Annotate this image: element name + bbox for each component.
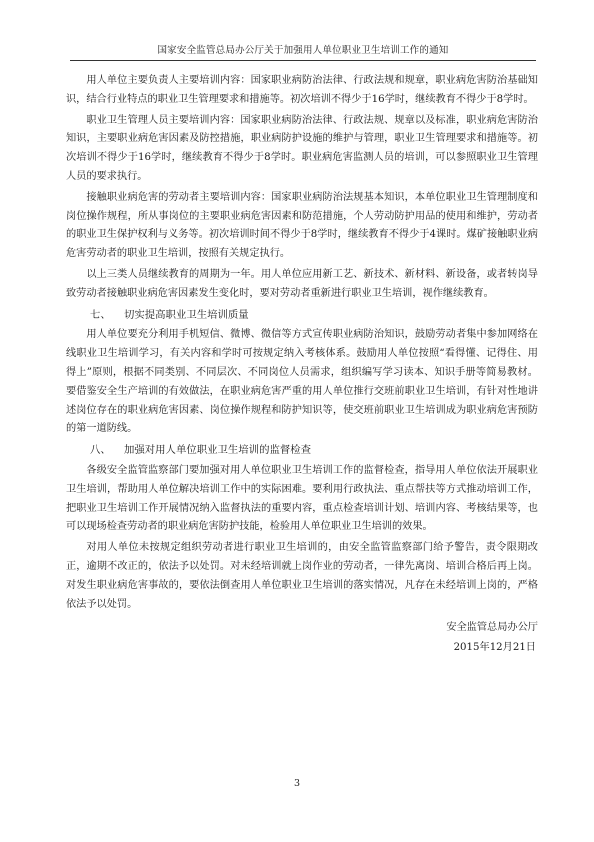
signature-block <box>66 618 538 658</box>
paragraph-worker-training: 接触职业病危害的劳动者主要培训内容：国家职业病防治法规基本知识，本单位职业卫生管理制度和岗位操作规程，所从事岗位的主要职业病危害因素和防范措施，个人劳动防护用品的使用和维护，劳动者的职业卫生保护权利与义务等。初次培训时间不得少于8学时，继续教育不得少于4课时。煤矿接触职业病危害劳动者的职业卫生培训，按照有关规定执行。 <box>66 191 538 260</box>
section-heading-7 <box>66 306 538 325</box>
section-title: 加强对用人单位职业卫生培训的监督检查 <box>124 444 312 457</box>
document-body <box>66 72 538 658</box>
paragraph-supervision: 各级安全监管监察部门要加强对用人单位职业卫生培训工作的监督检查，指导用人单位依法开展职业卫生培训，帮助用人单位解决培训工作中的实际困难。要利用行政执法、重点帮扶等方式推动培训工作，把职业卫生培训工作开展情况纳入监督执法的重要内容，重点检查培训计划、培训内容、考核结果等，也可以现场检查劳动者的职业病危害防护技能，检验用人单位职业卫生培训的效果。 <box>66 464 538 533</box>
running-header: 国家安全监管总局办公厅关于加强用人单位职业卫生培训工作的通知 <box>70 42 536 61</box>
paragraph-penalties: 对用人单位未按规定组织劳动者进行职业卫生培训的，由安全监管监察部门给予警告，责令限期改正，逾期不改正的，依法予以处罚。对未经培训就上岗作业的劳动者，一律先离岗、培训合格后再上岗。对发生职业病危害事故的，要依法倒查用人单位职业卫生培训的落实情况，凡存在未经培训上岗的，严格依法予以处罚。 <box>66 542 538 610</box>
section-number: 八、 <box>90 444 111 457</box>
paragraph-manager-training: 职业卫生管理人员主要培训内容：国家职业病防治法律、行政法规、规章以及标准，职业病危害防治知识，主要职业病危害因素及防控措施，职业病防护设施的维护与管理，职业卫生管理要求和措施等。初次培训不得少于16学时，继续教育不得少于8学时。职业病危害监测人员的培训，可以参照职业卫生管理人员的要求执行。 <box>66 114 538 182</box>
page-number: 3 <box>293 778 301 789</box>
issue-date: 2015年12月21日 <box>453 642 536 654</box>
paragraph-principal-training: 用人单位主要负责人主要培训内容：国家职业病防治法律、行政法规和规章，职业病危害防治基础知识，结合行业特点的职业卫生管理要求和措施等。初次培训不得少于16学时，继续教育不得少于8学时。 <box>66 75 538 105</box>
paragraph-continuing-education: 以上三类人员继续教育的周期为一年。用人单位应用新工艺、新技术、新材料、新设备，或者转岗导致劳动者接触职业病危害因素发生变化时，要对劳动者重新进行职业卫生培训，视作继续教育。 <box>66 268 538 299</box>
section-title: 切实提高职业卫生培训质量 <box>124 308 249 321</box>
issuing-organization: 安全监管总局办公厅 <box>446 622 538 634</box>
section-heading-8 <box>66 441 538 460</box>
section-number: 七、 <box>90 308 111 321</box>
paragraph-training-quality: 用人单位要充分利用手机短信、微博、微信等方式宣传职业病防治知识，鼓励劳动者集中参加网络在线职业卫生培训学习，有关内容和学时可按规定纳入考核体系。鼓励用人单位按照“看得懂、记得住、用得上”原则，根据不同类别、不同层次、不同岗位人员需求，组织编写学习读本、知识手册等简易教材。要借鉴安全生产培训的有效做法，在职业病危害严重的用人单位推行交班前职业卫生培训，有针对性地讲述岗位存在的职业病危害因素、岗位操作规程和防护知识等，使交班前职业卫生培训成为职业病危害预防的第一道防线。 <box>66 329 538 435</box>
